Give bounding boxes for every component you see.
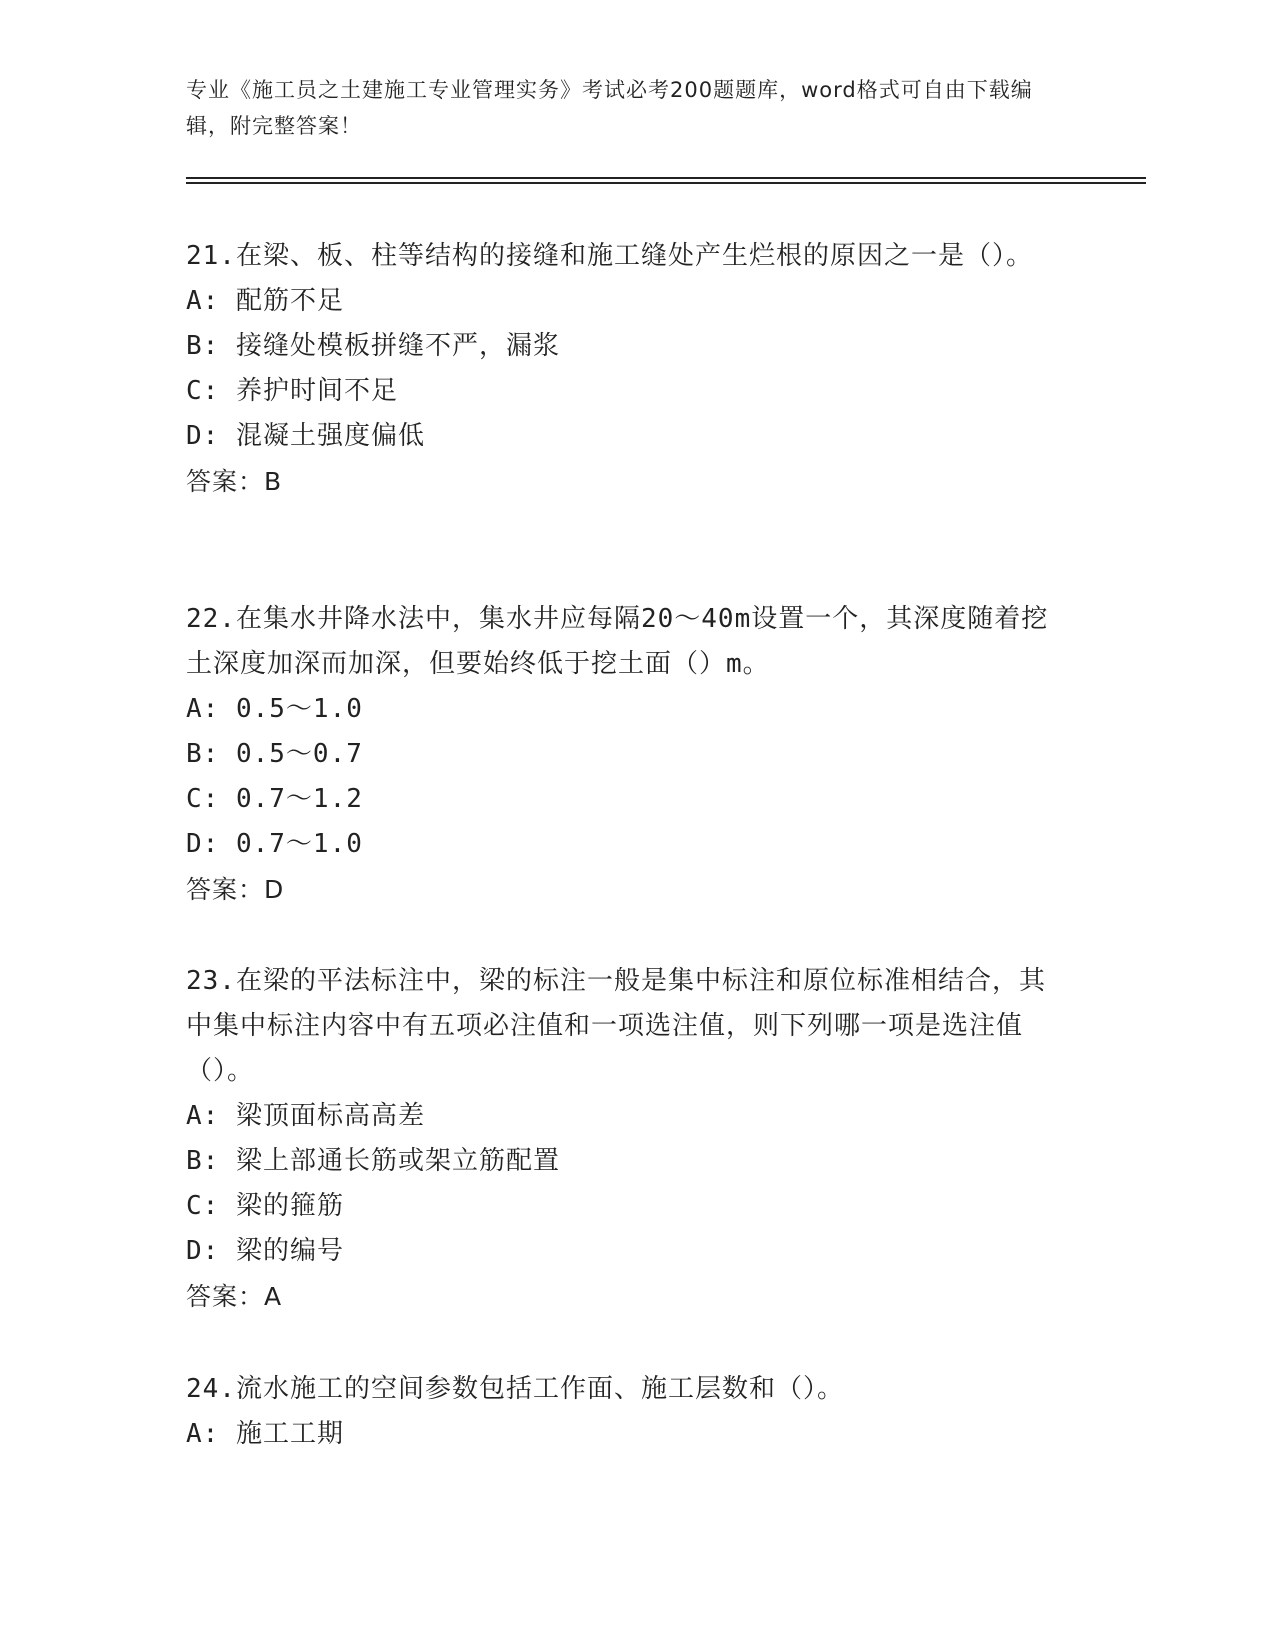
option-d xyxy=(186,822,1066,867)
option-c xyxy=(186,777,1066,822)
option-b xyxy=(186,324,1066,369)
option-a xyxy=(186,279,1066,324)
header-rule-bottom xyxy=(186,182,1146,184)
option-text: 梁的编号 xyxy=(235,1236,344,1266)
option-a xyxy=(186,1094,1066,1139)
question-stem: 24.流水施工的空间参数包括工作面、施工层数和（）。 xyxy=(186,1374,844,1404)
option-b xyxy=(186,732,1066,777)
question-stem: 22.在集水井降水法中，集水井应每隔20～40m设置一个，其深度随着挖土深度加深而加深，但要始终低于挖土面（）m。 xyxy=(186,604,1049,679)
header-rule-top xyxy=(186,177,1146,179)
option-text: 配筋不足 xyxy=(235,286,344,316)
option-c xyxy=(186,1184,1066,1229)
option-text: 0.5～0.7 xyxy=(235,739,363,769)
option-letter: C: xyxy=(186,376,220,406)
option-d xyxy=(186,1229,1066,1274)
option-letter: D: xyxy=(186,1236,220,1266)
option-letter: A: xyxy=(186,1101,220,1131)
option-d xyxy=(186,414,1066,459)
option-c xyxy=(186,369,1066,414)
option-letter: C: xyxy=(186,784,220,814)
option-letter: B: xyxy=(186,331,220,361)
option-letter: B: xyxy=(186,739,220,769)
option-text: 梁上部通长筋或架立筋配置 xyxy=(235,1146,560,1176)
question-24 xyxy=(186,1367,1066,1457)
option-letter: C: xyxy=(186,1191,220,1221)
option-letter: A: xyxy=(186,286,220,316)
answer: 答案：D xyxy=(186,875,285,904)
option-a xyxy=(186,687,1066,732)
question-23 xyxy=(186,959,1066,1319)
question-stem: 21.在梁、板、柱等结构的接缝和施工缝处产生烂根的原因之一是（）。 xyxy=(186,241,1033,271)
option-text: 养护时间不足 xyxy=(235,376,398,406)
option-text: 梁的箍筋 xyxy=(235,1191,344,1221)
option-letter: D: xyxy=(186,421,220,451)
option-letter: A: xyxy=(186,694,220,724)
option-text: 接缝处模板拼缝不严，漏浆 xyxy=(235,331,560,361)
question-21 xyxy=(186,234,1066,504)
question-stem: 23.在梁的平法标注中，梁的标注一般是集中标注和原位标准相结合，其中集中标注内容中有五项必注值和一项选注值，则下列哪一项是选注值（）。 xyxy=(186,966,1046,1086)
option-text: 混凝土强度偏低 xyxy=(235,421,425,451)
answer: 答案：B xyxy=(186,467,283,496)
document-header: 专业《施工员之土建施工专业管理实务》考试必考200题题库，word格式可自由下载编辑，附完整答案！ xyxy=(186,78,1033,138)
option-letter: D: xyxy=(186,829,220,859)
option-a xyxy=(186,1412,1066,1457)
option-text: 0.5～1.0 xyxy=(235,694,363,724)
option-text: 施工工期 xyxy=(235,1419,344,1449)
option-text: 梁顶面标高高差 xyxy=(235,1101,425,1131)
option-b xyxy=(186,1139,1066,1184)
option-letter: B: xyxy=(186,1146,220,1176)
option-letter: A: xyxy=(186,1419,220,1449)
answer: 答案：A xyxy=(186,1282,283,1311)
option-text: 0.7～1.2 xyxy=(235,784,363,814)
option-text: 0.7～1.0 xyxy=(235,829,363,859)
question-22 xyxy=(186,597,1066,912)
